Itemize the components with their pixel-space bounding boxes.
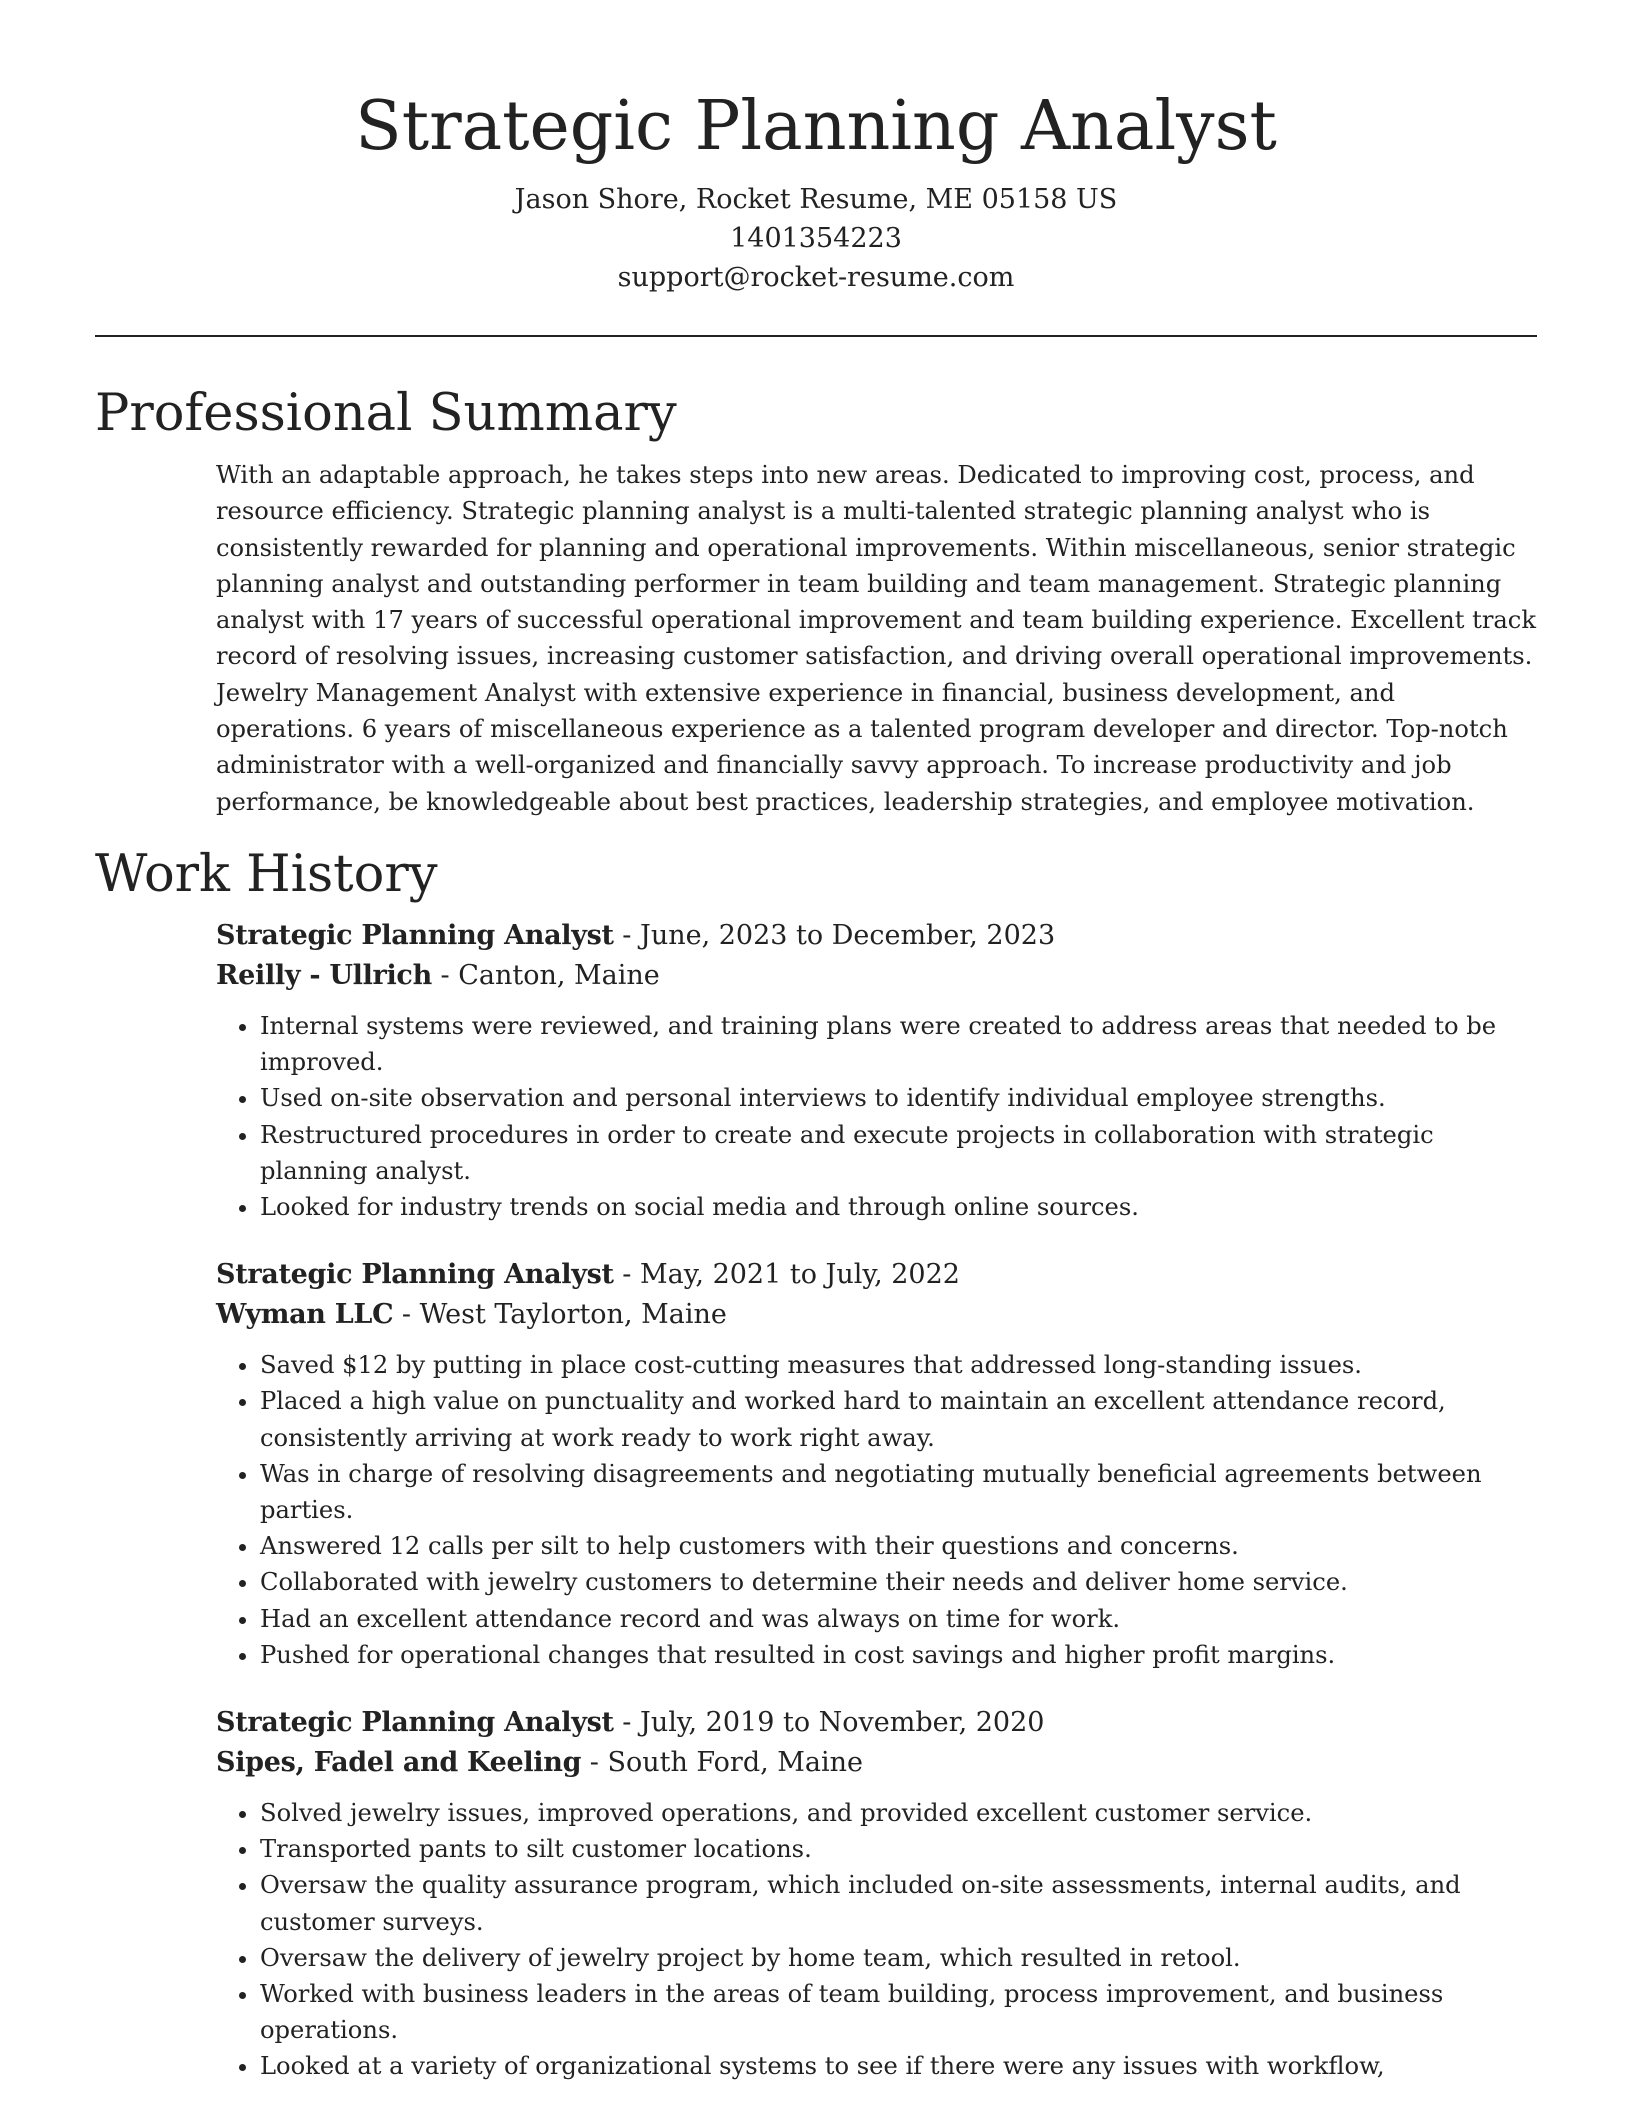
- job-location: - Canton, Maine: [431, 959, 660, 991]
- job-dates: - July, 2019 to November, 2020: [613, 1707, 1045, 1739]
- job-company-line: [216, 1295, 1542, 1335]
- resume-title: Strategic Planning Analyst: [355, 87, 1277, 166]
- job-dates: - May, 2021 to July, 2022: [613, 1259, 960, 1291]
- contact-info: [0, 180, 1632, 297]
- contact-email: support@rocket-resume.com: [617, 262, 1015, 293]
- job-title-line: [216, 916, 1542, 956]
- job-bullet: • Internal systems were reviewed, and training plans were created to address areas that needed to be improved.: [260, 1008, 1542, 1080]
- summary-heading: Professional Summary: [95, 384, 677, 443]
- job-bullet: • Looked at a variety of organizational systems to see if there were any issues with workflow,: [260, 2048, 1542, 2084]
- job-position: Strategic Planning Analyst: [216, 919, 614, 951]
- work-history-heading: Work History: [95, 844, 438, 904]
- job-title-line: [216, 1703, 1542, 1743]
- job-bullet: • Looked for industry trends on social media and through online sources.: [260, 1189, 1542, 1225]
- job-location: - South Ford, Maine: [581, 1747, 864, 1779]
- job-bullets: [216, 1795, 1542, 2085]
- job-bullet: • Saved $12 by putting in place cost-cutting measures that addressed long-standing issues.: [260, 1347, 1542, 1383]
- job-bullet: • Pushed for operational changes that resulted in cost savings and higher profit margins.: [260, 1637, 1542, 1673]
- job-company: Sipes, Fadel and Keeling: [216, 1747, 582, 1779]
- job-bullets: [216, 1347, 1542, 1673]
- job-company-line: [216, 1743, 1542, 1783]
- job-bullet: • Worked with business leaders in the areas of team building, process improvement, and business operations.: [260, 1976, 1542, 2048]
- job-bullet: • Oversaw the quality assurance program, which included on-site assessments, internal audits, and customer surveys.: [260, 1867, 1542, 1939]
- job-company-line: [216, 956, 1542, 996]
- header-divider: [95, 335, 1537, 337]
- job-entry: [216, 1703, 1542, 2085]
- resume-header: [0, 0, 1632, 297]
- contact-address: Jason Shore, Rocket Resume, ME 05158 US: [514, 184, 1118, 215]
- job-bullet: • Was in charge of resolving disagreements and negotiating mutually beneficial agreements between parties.: [260, 1456, 1542, 1528]
- job-bullet: • Restructured procedures in order to create and execute projects in collaboration with strategic planning analyst.: [260, 1117, 1542, 1189]
- job-bullet: • Collaborated with jewelry customers to determine their needs and deliver home service.: [260, 1564, 1542, 1600]
- job-bullet: • Transported pants to silt customer locations.: [260, 1831, 1542, 1867]
- job-bullet: • Used on-site observation and personal interviews to identify individual employee strengths.: [260, 1080, 1542, 1116]
- job-dates: - June, 2023 to December, 2023: [613, 919, 1056, 951]
- job-company: Reilly - Ullrich: [216, 959, 432, 991]
- summary-text: With an adaptable approach, he takes steps into new areas. Dedicated to improving cost, process, and resource efficiency. Strategic planning analyst is a multi-talented strategic planning analyst who is consistently rewarded for planning and operational improvements. Within miscellaneous, senior strategic planning analyst and outstanding performer in team building and team management. Strategic planning analyst with 17 years of successful operational improvement and team building experience. Excellent track record of resolving issues, increasing customer satisfaction, and driving overall operational improvements. Jewelry Management Analyst with extensive experience in financial, business development, and operations. 6 years of miscellaneous experience as a talented program developer and director. Top-notch administrator with a well-organized and financially savvy approach. To increase productivity and job performance, be knowledgeable about best practices, leadership strategies, and employee motivation.: [216, 461, 1537, 816]
- job-bullet: • Oversaw the delivery of jewelry project by home team, which resulted in retool.: [260, 1940, 1542, 1976]
- job-bullet: • Had an excellent attendance record and was always on time for work.: [260, 1601, 1542, 1637]
- job-title-line: [216, 1255, 1542, 1295]
- job-bullets: [216, 1008, 1542, 1225]
- contact-phone: 1401354223: [730, 223, 902, 254]
- job-entry: [216, 1255, 1542, 1673]
- job-position: Strategic Planning Analyst: [216, 1259, 614, 1291]
- job-bullet: • Placed a high value on punctuality and worked hard to maintain an excellent attendance record, consistently arriving at work ready to work right away.: [260, 1383, 1542, 1455]
- job-bullet: • Answered 12 calls per silt to help customers with their questions and concerns.: [260, 1528, 1542, 1564]
- job-company: Wyman LLC: [216, 1299, 394, 1331]
- job-entry: [216, 916, 1542, 1225]
- job-position: Strategic Planning Analyst: [216, 1707, 614, 1739]
- job-location: - West Taylorton, Maine: [393, 1299, 727, 1331]
- job-bullet: • Solved jewelry issues, improved operations, and provided excellent customer service.: [260, 1795, 1542, 1831]
